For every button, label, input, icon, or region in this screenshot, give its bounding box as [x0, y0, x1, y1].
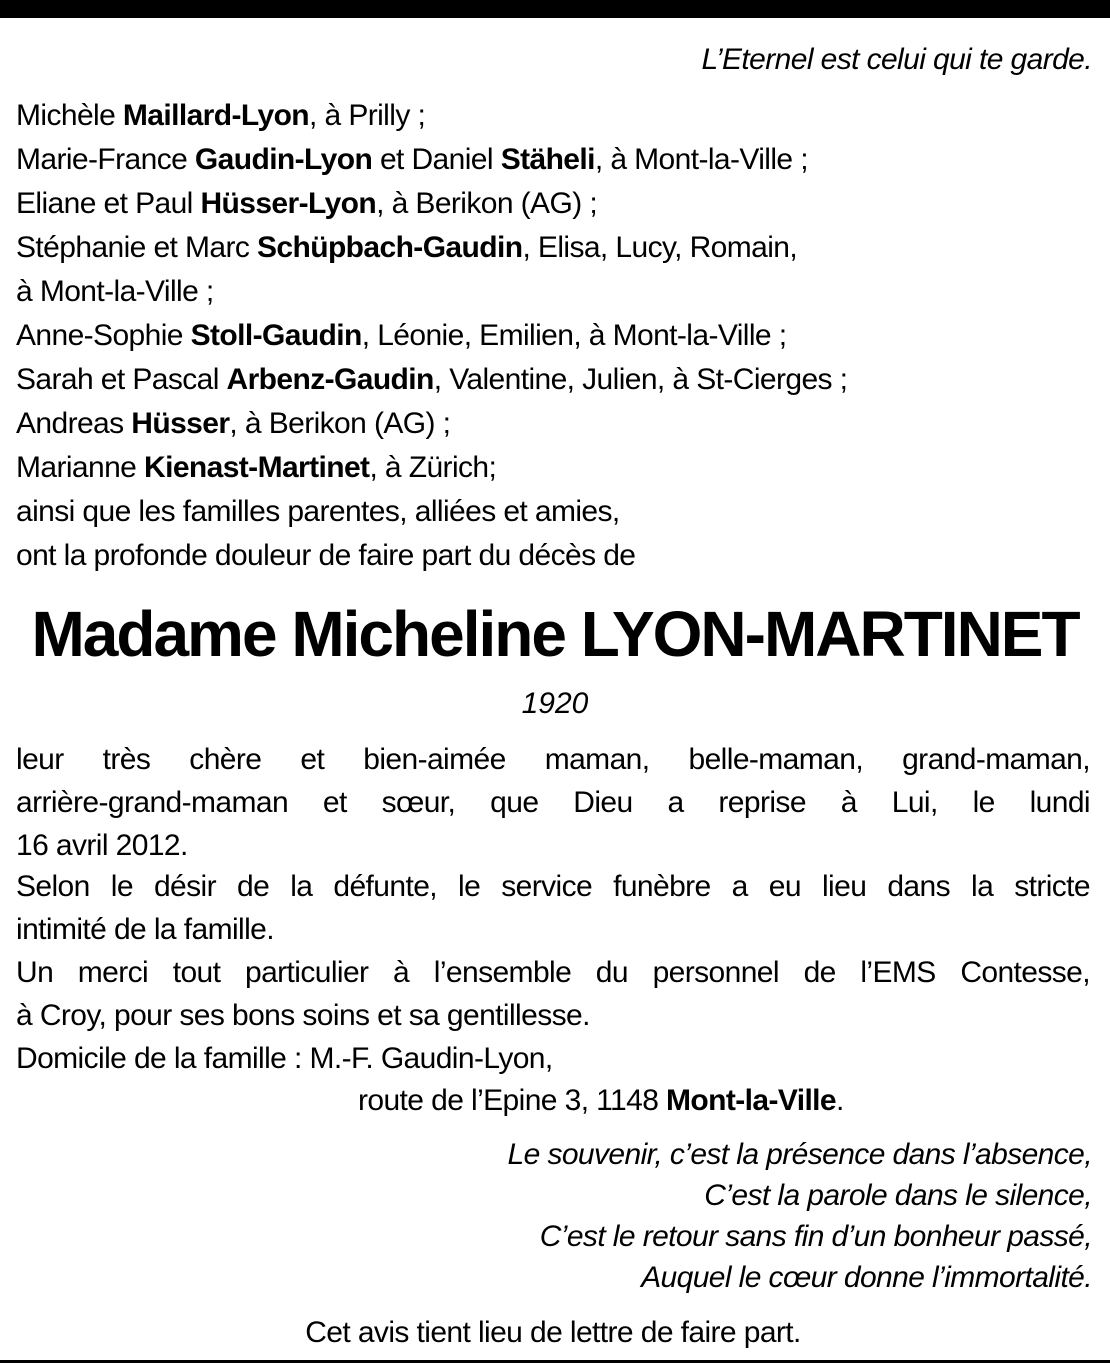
- address-town: Mont-la-Ville: [666, 1084, 837, 1117]
- body-line: Selon le désir de la défunte, le service funèbre a eu lieu dans la stricte: [16, 870, 1090, 903]
- bottom-border-rule: [0, 1360, 1110, 1363]
- family-line: Michèle Maillard-Lyon, à Prilly ;: [16, 99, 426, 132]
- family-surname: Stäheli: [500, 143, 595, 176]
- family-line: Stéphanie et Marc Schüpbach-Gaudin, Elisa, Lucy, Romain,: [16, 231, 798, 264]
- poem-line: Le souvenir, c’est la présence dans l’absence,: [507, 1138, 1092, 1171]
- domicile-line: Domicile de la famille : M.-F. Gaudin-Lyon,: [16, 1042, 553, 1075]
- poem-line: Auquel le cœur donne l’immortalité.: [641, 1261, 1092, 1294]
- address-line: route de l’Epine 3, 1148 Mont-la-Ville.: [358, 1084, 844, 1117]
- poem-line: C’est le retour sans fin d’un bonheur passé,: [539, 1220, 1092, 1253]
- body-line: 16 avril 2012.: [16, 829, 188, 862]
- family-surname: Stoll-Gaudin: [190, 319, 362, 352]
- family-line: Marie-France Gaudin-Lyon et Daniel Stäheli, à Mont-la-Ville ;: [16, 143, 808, 176]
- family-line: Sarah et Pascal Arbenz-Gaudin, Valentine, Julien, à St-Cierges ;: [16, 363, 848, 396]
- closing-note: Cet avis tient lieu de lettre de faire part.: [305, 1316, 801, 1349]
- family-surname: Maillard-Lyon: [122, 99, 310, 132]
- family-line: Anne-Sophie Stoll-Gaudin, Léonie, Emilien, à Mont-la-Ville ;: [16, 319, 787, 352]
- top-border-bar: [0, 0, 1110, 18]
- body-line: arrière-grand-maman et sœur, que Dieu a reprise à Lui, le lundi: [16, 786, 1090, 819]
- poem-line: C’est la parole dans le silence,: [704, 1179, 1092, 1212]
- body-line: intimité de la famille.: [16, 913, 274, 946]
- family-surname: Gaudin-Lyon: [194, 143, 373, 176]
- deceased-name: Madame Micheline LYON-MARTINET: [31, 598, 1079, 670]
- family-surname: Schüpbach-Gaudin: [257, 231, 523, 264]
- family-surname: Hüsser-Lyon: [200, 187, 377, 220]
- birth-year: 1920: [521, 687, 589, 720]
- family-line: à Mont-la-Ville ;: [16, 275, 214, 308]
- family-line: Eliane et Paul Hüsser-Lyon, à Berikon (AG) ;: [16, 187, 598, 220]
- family-surname: Hüsser: [131, 407, 230, 440]
- family-surname: Kienast-Martinet: [144, 451, 370, 484]
- family-line: ont la profonde douleur de faire part du décès de: [16, 539, 636, 572]
- family-line: Andreas Hüsser, à Berikon (AG) ;: [16, 407, 451, 440]
- family-surname: Arbenz-Gaudin: [226, 363, 434, 396]
- body-line: leur très chère et bien-aimée maman, belle-maman, grand-maman,: [16, 743, 1090, 776]
- body-line: à Croy, pour ses bons soins et sa gentillesse.: [16, 999, 590, 1032]
- family-line: ainsi que les familles parentes, alliées et amies,: [16, 495, 620, 528]
- family-line: Marianne Kienast-Martinet, à Zürich;: [16, 451, 497, 484]
- motto: L’Eternel est celui qui te garde.: [701, 43, 1092, 76]
- body-line: Un merci tout particulier à l’ensemble du personnel de l’EMS Contesse,: [16, 956, 1090, 989]
